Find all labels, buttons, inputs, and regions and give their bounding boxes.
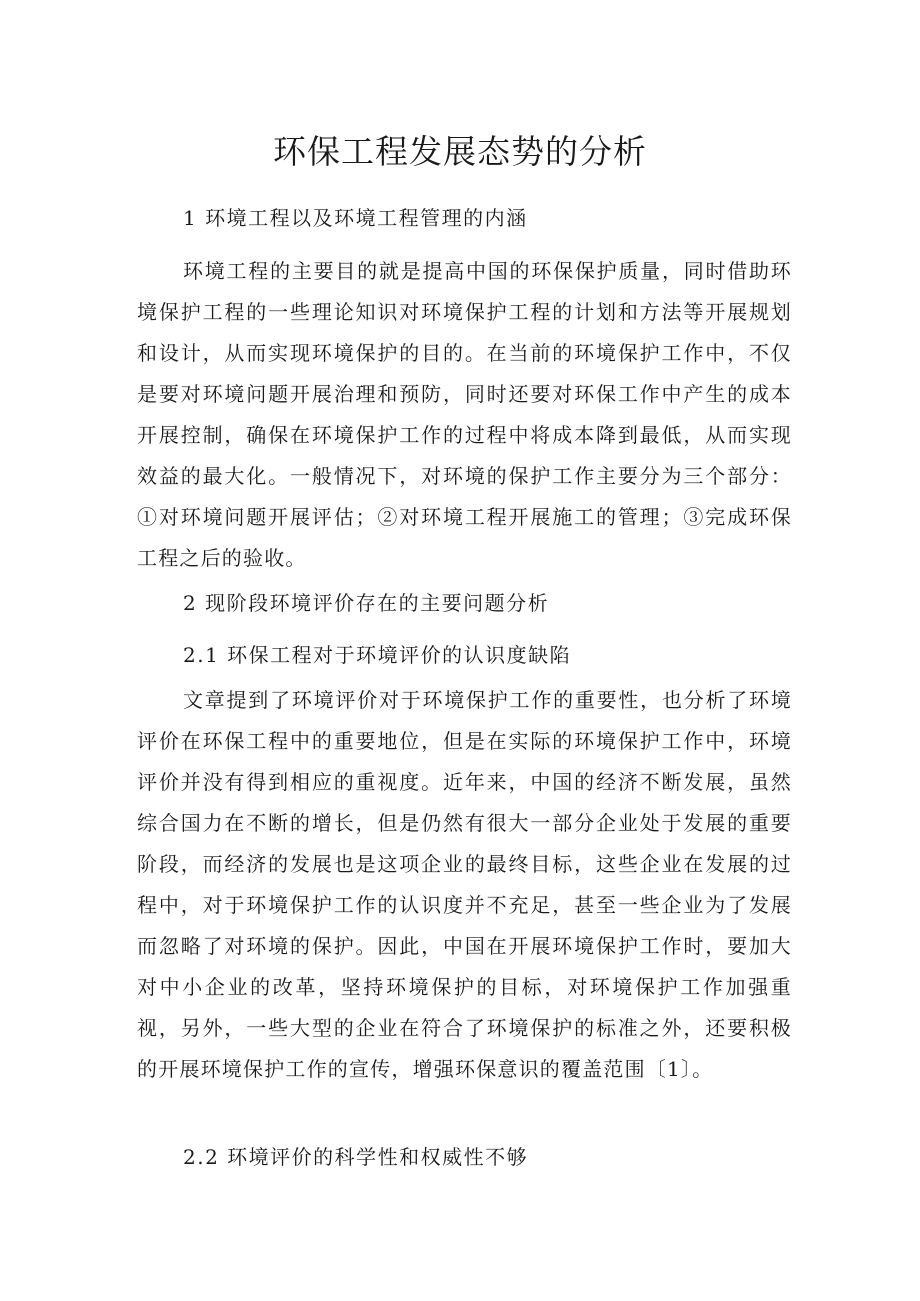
section-2-heading: 2 现阶段环境评价存在的主要问题分析 — [183, 591, 550, 615]
section-2-1-paragraph: 文章提到了环境评价对于环境保护工作的重要性，也分析了环境评价在环保工程中的重要地位，但是在实际的环境保护工作中，环境评价并没有得到相应的重视度。近年来，中国的经济不断发展，虽然综合国力在不断的增长，但是仍然有很大一部分企业处于发展的重要阶段，而经济的发展也是这项企业的最终目标，这些企业在发展的过程中，对于环境保护工作的认识度并不充足，甚至一些企业为了发展而忽略了对环境的保护。因此，中国在开展环境保护工作时，要加大对中小企业的改革，坚持环境保护的目标，对环境保护工作加强重视，另外，一些大型的企业在符合了环境保护的标准之外，还要积极的开展环境保护工作的宣传，增强环保意识的覆盖范围〔1〕。 — [137, 688, 792, 1081]
section-1-paragraph: 环境工程的主要目的就是提高中国的环保保护质量，同时借助环境保护工程的一些理论知识对环境保护工程的计划和方法等开展规划和设计，从而实现环境保护的目的。在当前的环境保护工作中，不仅是要对环境问题开展治理和预防，同时还要对环保工作中产生的成本开展控制，确保在环境保护工作的过程中将成本降到最低，从而实现效益的最大化。一般情况下，对环境的保护工作主要分为三个部分：①对环境问题开展评估；②对环境工程开展施工的管理；③完成环保工程之后的验收。 — [137, 259, 792, 570]
section-2-2-heading: 2.2 环境评价的科学性和权威性不够 — [183, 1145, 529, 1169]
section-1-heading: 1 环境工程以及环境工程管理的内涵 — [183, 206, 528, 230]
section-2-1-heading: 2.1 环保工程对于环境评价的认识度缺陷 — [183, 643, 572, 667]
document-title: 环保工程发展态势的分析 — [273, 132, 647, 171]
